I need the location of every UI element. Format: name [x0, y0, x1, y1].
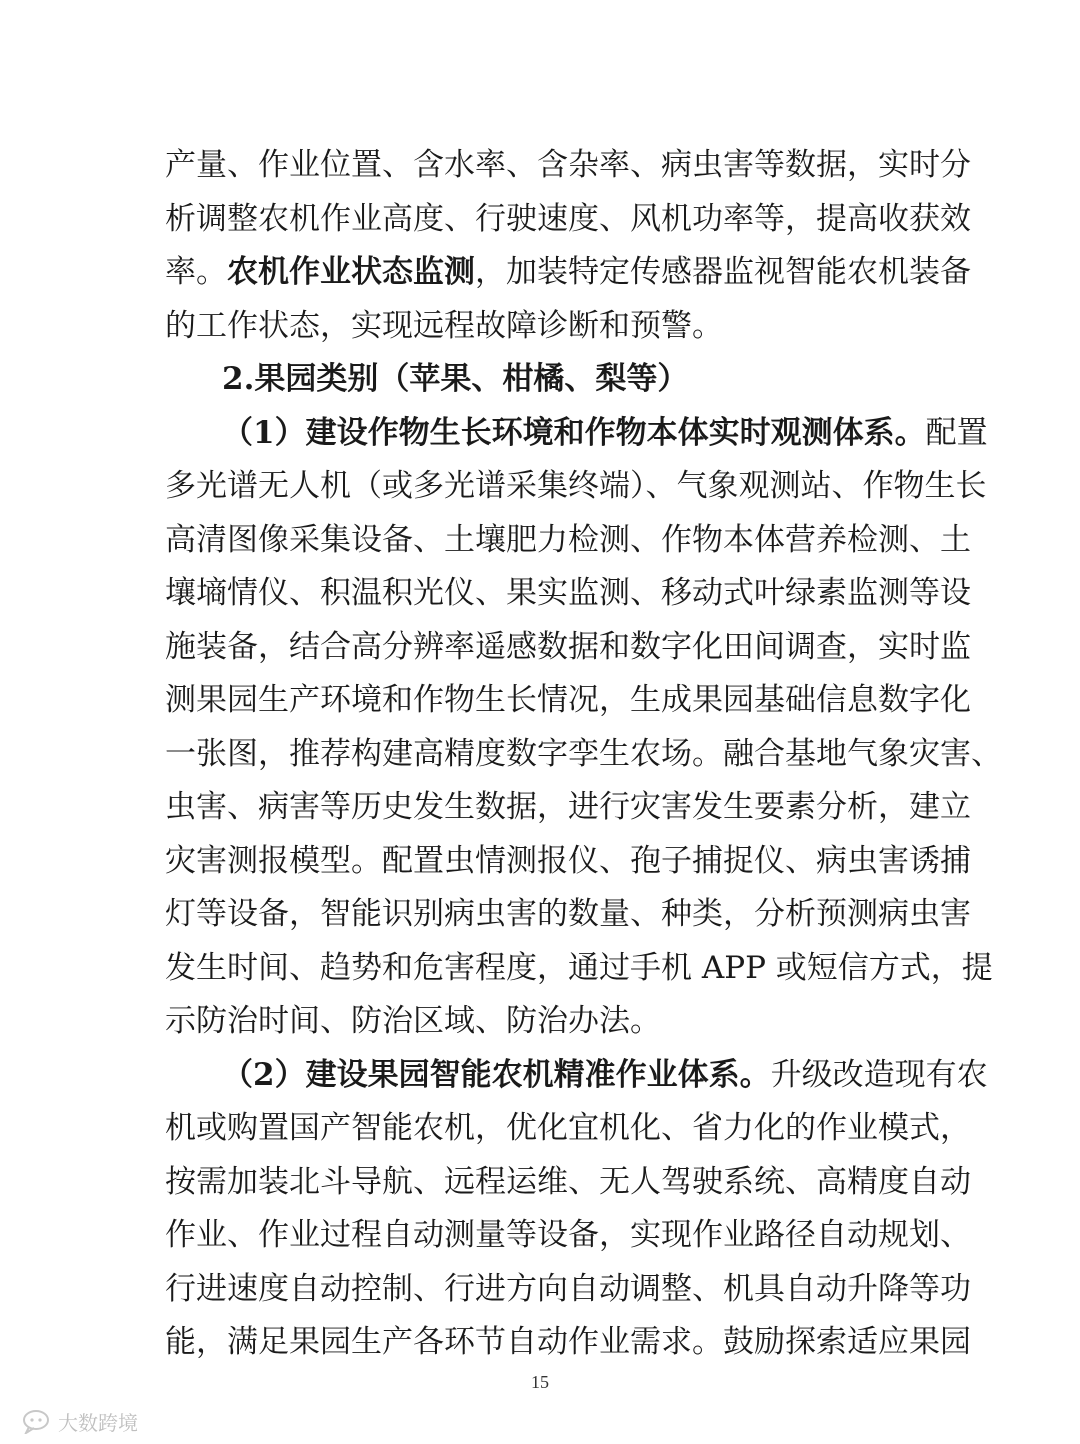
bold-phrase: 农机作业状态监测: [227, 254, 475, 290]
text-line: 析调整农机作业高度、行驶速度、风机功率等，提高收获效: [165, 201, 971, 237]
text-line: 行进速度自动控制、行进方向自动调整、机具自动升降等功: [165, 1271, 971, 1307]
text-line: 按需加装北斗导航、远程运维、无人驾驶系统、高精度自动: [165, 1164, 971, 1200]
text-line: 产量、作业位置、含水率、含杂率、病虫害等数据，实时分: [165, 147, 971, 183]
page-number: 15: [531, 1372, 549, 1392]
subsection-title: （1）建设作物生长环境和作物本体实时观测体系。: [222, 415, 926, 451]
text-line: 发生时间、趋势和危害程度，通过手机 APP 或短信方式，提: [165, 950, 993, 986]
text-line: 灯等设备，智能识别病虫害的数量、种类，分析预测病虫害: [165, 896, 971, 932]
text-line: 的工作状态，实现远程故障诊断和预警。: [165, 308, 723, 344]
subsection-title: （2）建设果园智能农机精准作业体系。: [222, 1057, 771, 1093]
subsection-lead-line: （2）建设果园智能农机精准作业体系。升级改造现有农: [222, 1057, 988, 1093]
text-line: 灾害测报模型。配置虫情测报仪、孢子捕捉仪、病虫害诱捕: [165, 843, 971, 879]
text-line: 高清图像采集设备、土壤肥力检测、作物本体营养检测、土: [165, 522, 971, 558]
text-line: 虫害、病害等历史发生数据，进行灾害发生要素分析，建立: [165, 789, 971, 825]
text-line: 多光谱无人机（或多光谱采集终端）、气象观测站、作物生长: [165, 468, 987, 504]
subsection-lead-line: （1）建设作物生长环境和作物本体实时观测体系。配置: [222, 415, 988, 451]
text-line: 机或购置国产智能农机，优化宜机化、省力化的作业模式，: [165, 1110, 971, 1146]
text-line: 示防治时间、防治区域、防治办法。: [165, 1003, 661, 1039]
text-line: 测果园生产环境和作物生长情况，生成果园基础信息数字化: [165, 682, 971, 718]
section-heading: 2.果园类别（苹果、柑橘、梨等）: [222, 361, 689, 397]
watermark-text: 大数跨境: [58, 1410, 138, 1435]
text-line: 作业、作业过程自动测量等设备，实现作业路径自动规划、: [165, 1217, 971, 1253]
text-line: 率。农机作业状态监测，加装特定传感器监视智能农机装备: [165, 254, 971, 290]
watermark: [22, 1406, 138, 1436]
text-line: 施装备，结合高分辨率遥感数据和数字化田间调查，实时监: [165, 629, 971, 665]
text-line: 一张图，推荐构建高精度数字孪生农场。融合基地气象灾害、: [165, 736, 1002, 772]
text-line: 壤墒情仪、积温积光仪、果实监测、移动式叶绿素监测等设: [165, 575, 971, 611]
speech-bubble-icon: [22, 1408, 52, 1434]
text-line: 能，满足果园生产各环节自动作业需求。鼓励探索适应果园: [165, 1324, 971, 1360]
